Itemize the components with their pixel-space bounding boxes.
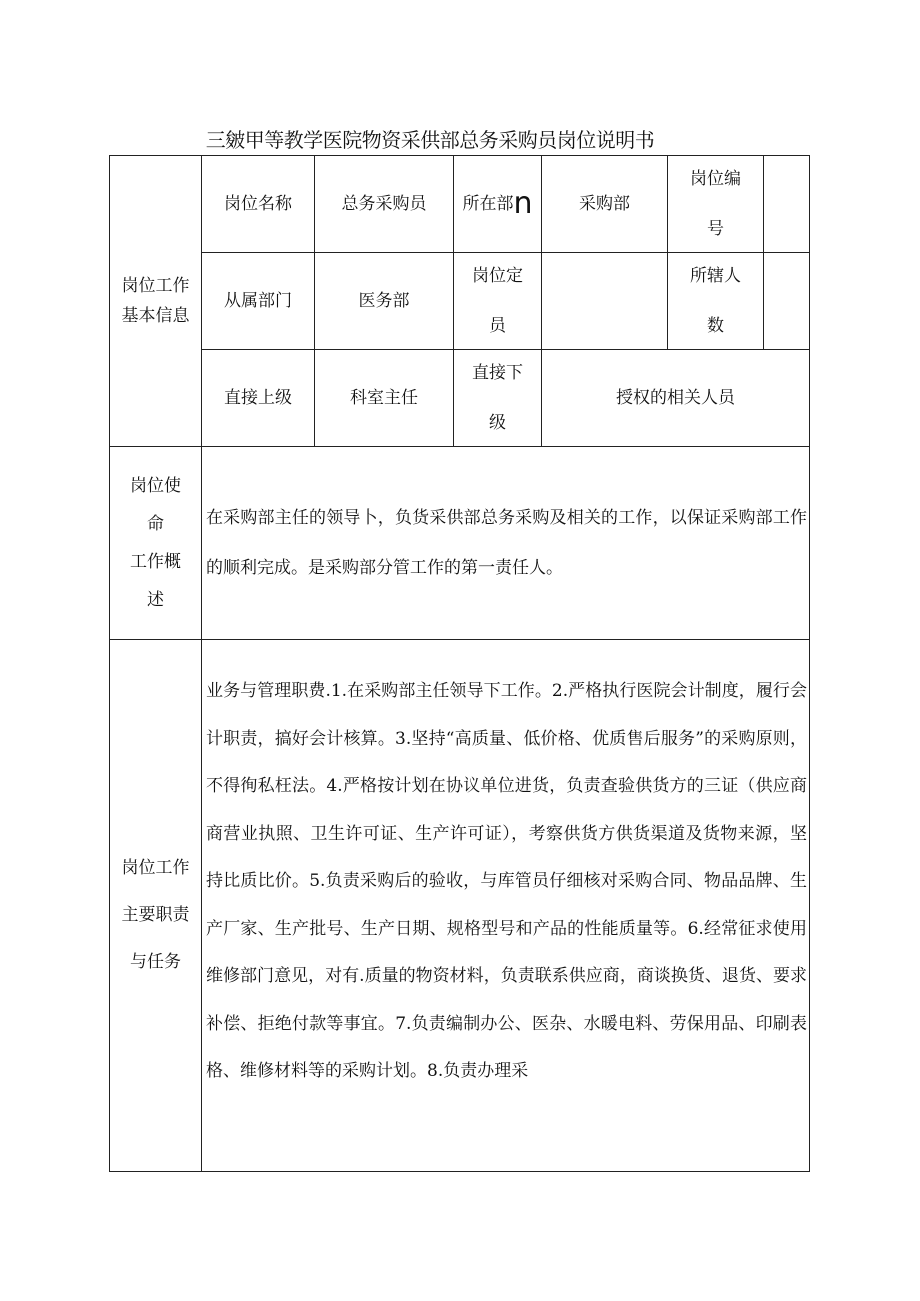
- duties-label: 岗位工作 主要职责 与任务: [109, 640, 202, 1172]
- department-value: 采购部: [542, 155, 668, 253]
- mission-text: 在采购部主任的领导卜，负货采供部总务采购及相关的工作，以保证采购部工作的顺利完成。是采购部分管工作的第一责任人。: [202, 447, 810, 640]
- direct-superior-value: 科室主任: [315, 350, 454, 447]
- department-label: [454, 155, 542, 253]
- parent-department-value: 医务部: [315, 253, 454, 350]
- direct-subordinate-label: 直接下 级: [454, 350, 542, 447]
- section-label-basic-info: 岗位工作 基本信息: [109, 155, 202, 447]
- direct-subordinate-value: 授权的相关人员: [542, 350, 810, 447]
- mission-label: 岗位使 命 工作概 述: [109, 447, 202, 640]
- post-name-label: 岗位名称: [202, 155, 315, 253]
- post-quota-value: [542, 253, 668, 350]
- post-number-label: 岗位编 号: [668, 155, 764, 253]
- parent-department-label: 从属部门: [202, 253, 315, 350]
- department-label-tail: n: [513, 186, 533, 221]
- subordinates-count-label: 所辖人 数: [668, 253, 764, 350]
- post-number-value: [764, 155, 810, 253]
- subordinates-count-value: [764, 253, 810, 350]
- document-title: 三皴甲等教学医院物资采供部总务采购员岗位说明书: [205, 128, 655, 152]
- direct-superior-label: 直接上级: [202, 350, 315, 447]
- duties-text: 业务与管理职费.1.在采购部主任领导下工作。2.严格执行医院会计制度，履行会计职责，搞好会计核算。3.坚持“高质量、低价格、优质售后服务”的采购原则，不得徇私枉法。4.严格按计划在协议单位进货，负责查验供货方的三证（供应商商营业执照、卫生许可证、生产许可证），考察供货方供货渠道及货物来源，坚持比质比价。5.负责采购后的验收，与库管员仔细核对采购合同、物品品牌、生产厂家、生产批号、生产日期、规格型号和产品的性能质量等。6.经常征求使用维修部门意见，对有.质量的物资材料，负责联系供应商，商谈换货、退货、要求补偿、拒绝付款等事宜。7.负责编制办公、医杂、水暖电料、劳保用品、印刷表格、维修材料等的采购计划。8.负责办理采: [202, 640, 810, 1172]
- post-name-value: 总务采购员: [315, 155, 454, 253]
- department-label-text: 所在部: [462, 194, 514, 214]
- post-quota-label: 岗位定 员: [454, 253, 542, 350]
